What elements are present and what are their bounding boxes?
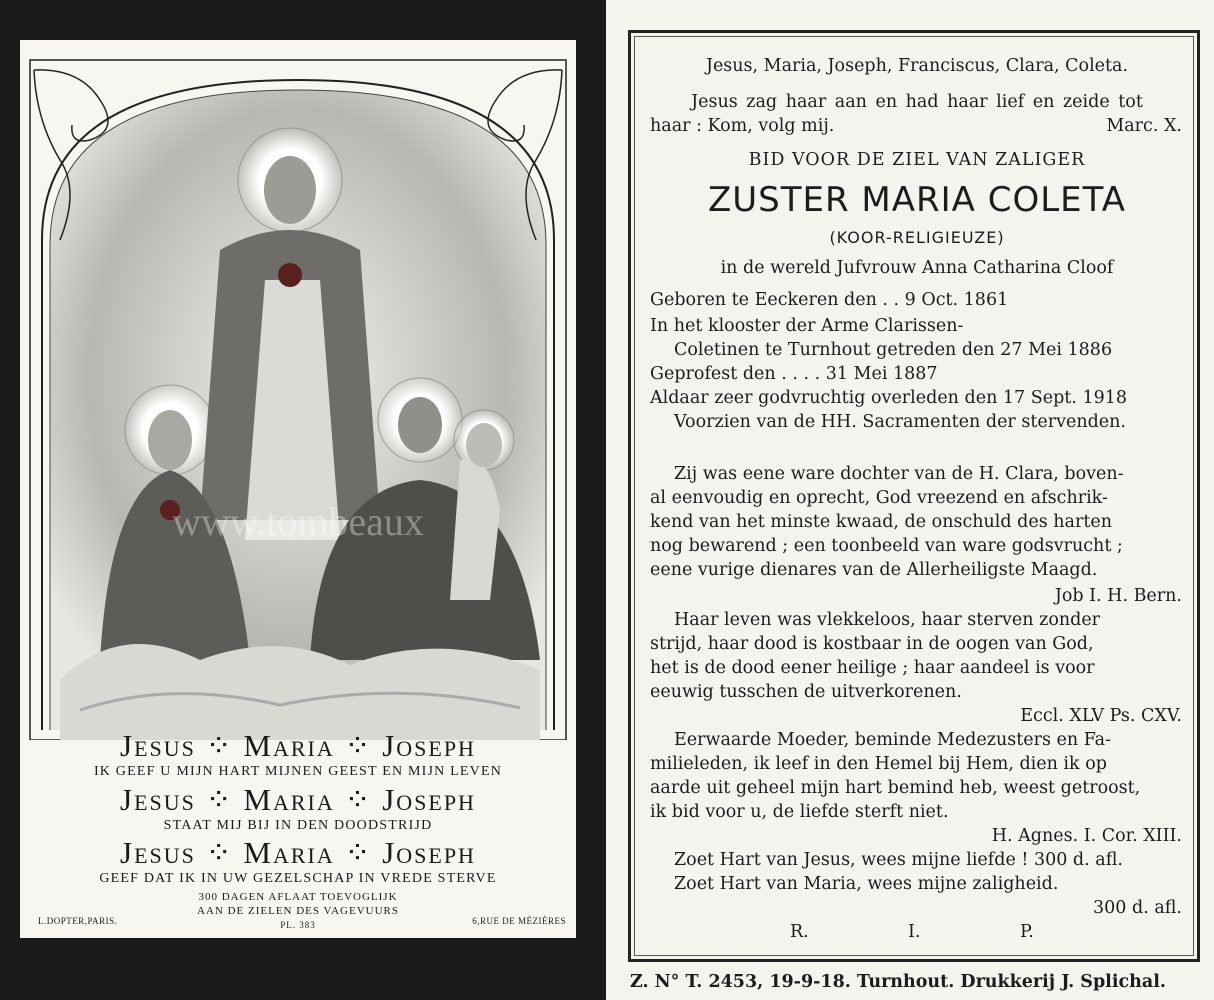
indulgence-line-1: 300 DAGEN AFLAAT TOEVOGLIJK [198,891,398,903]
rip-r: R. [790,922,809,942]
paragraph-3-line-2: milieleden, ik leef in den Hemel bij Hem, dien ik op [650,754,1107,774]
indulgence-line-2: AAN DE ZIELEN DES VAGEVUURS [197,905,399,917]
reference-1: Job I. H. Bern. [1054,586,1182,606]
gospel-quote-2: haar : Kom, volg mij. [650,116,835,136]
worldly-name: in de wereld Jufvrouw Anna Catharina Cloof [720,258,1114,278]
watermark: www.tombeaux [172,499,424,544]
mary-heart-line: Zoet Hart van Maria, wees mijne zaligheid. [674,874,1059,894]
paragraph-3-line-3: aarde uit geheel mijn hart bemind heb, weest getroost, [650,778,1141,798]
gospel-quote-1: Jesus zag haar aan en had haar lief en zeide tot [691,92,1143,112]
reference-3: H. Agnes. I. Cor. XIII. [991,826,1182,846]
paragraph-1-line-1: Zij was eene ware dochter van de H. Clara, boven- [674,464,1124,484]
invocation-3: Jesus ⁘ Maria ⁘ Joseph [120,835,476,870]
prayer-line-1: IK GEEF U MIJN HART MIJNEN GEEST EN MIJN LEVEN [93,764,503,779]
deceased-subtitle: (KOOR-RELIGIEUZE) [829,228,1005,247]
holy-card-front [20,40,576,938]
paragraph-1-line-2: al eenvoudig en oprecht, God vreezend en afschrik- [650,488,1108,508]
sacraments-line: Voorzien van de HH. Sacramenten der stervenden. [674,412,1126,432]
rip-p: P. [1020,922,1034,942]
invocation-1: Jesus ⁘ Maria ⁘ Joseph [120,728,476,763]
paragraph-2-line-2: strijd, haar dood is kostbaar in de oogen van God, [650,634,1094,654]
pray-heading: BID VOOR DE ZIEL VAN ZALIGER [748,150,1086,170]
sacred-heart-line: Zoet Hart van Jesus, wees mijne liefde ! 300 d. afl. [674,850,1123,870]
paragraph-2-line-1: Haar leven was vlekkeloos, haar sterven zonder [674,610,1101,630]
paragraph-1-line-3: kend van het minste kwaad, de onschuld des harten [650,512,1112,532]
profession-line: Geprofest den . . . . 31 Mei 1887 [650,364,938,384]
death-line: Aldaar zeer godvruchtig overleden den 17 Sept. 1918 [650,388,1127,408]
paragraph-1-line-4: nog bewarend ; een toonbeeld van ware godsvrucht ; [650,536,1123,556]
convent-line-2: Coletinen te Turnhout getreden den 27 Mei 1886 [674,340,1113,360]
deceased-title: ZUSTER MARIA COLETA [707,180,1127,220]
paragraph-3-line-1: Eerwaarde Moeder, beminde Medezusters en Fa- [674,730,1112,750]
paragraph-1-line-5: eene vurige dienares van de Allerheiligste Maagd. [650,560,1098,580]
rip-i: I. [908,922,921,942]
prayer-line-2: STAAT MIJ BIJ IN DEN DOODSTRIJD [163,818,433,833]
paragraph-2-line-3: het is de dood eener heilige ; haar aandeel is voor [650,658,1095,678]
printer-left: L.DOPTER,PARIS. [38,916,118,926]
convent-line-1: In het klooster der Arme Clarissen- [650,316,964,336]
birth-line: Geboren te Eeckeren den . . 9 Oct. 1861 [650,290,1009,310]
paragraph-3-line-4: ik bid voor u, de liefde sterft niet. [650,802,949,822]
reference-2: Eccl. XLV Ps. CXV. [1020,706,1182,726]
invocation-2: Jesus ⁘ Maria ⁘ Joseph [120,782,476,817]
indulgence-days: 300 d. afl. [1093,898,1182,918]
plate-number: PL. 383 [280,920,316,930]
holy-family-engraving [20,40,576,740]
paragraph-2-line-4: eeuwig tusschen de uitverkorenen. [650,682,962,702]
prayer-line-3: GEEF DAT IK IN UW GEZELSCHAP IN VREDE STERVE [99,871,497,886]
gospel-reference: Marc. X. [1106,116,1182,136]
saint-names: Jesus, Maria, Joseph, Franciscus, Clara, Coleta. [705,56,1129,76]
printer-right: 6,RUE DE MÉZIÈRES [472,916,566,926]
printer-footer: Z. N° T. 2453, 19-9-18. Turnhout. Drukkerij J. Splichal. [630,972,1166,992]
